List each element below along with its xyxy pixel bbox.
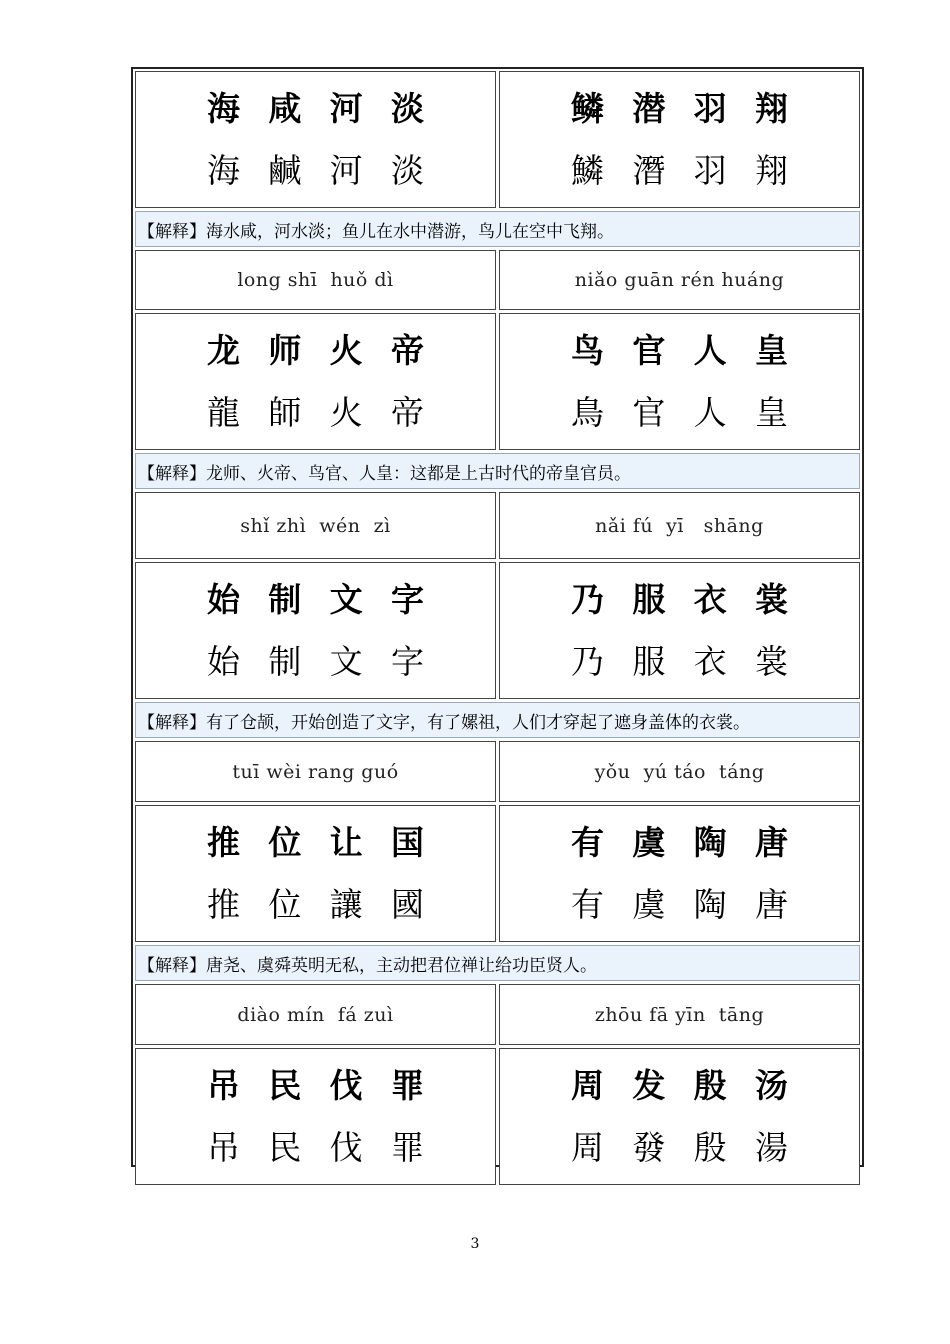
char-cell-right xyxy=(499,313,860,450)
traditional-line xyxy=(566,149,794,193)
char: 唐 xyxy=(754,884,788,924)
char: 陶 xyxy=(693,884,727,924)
char: 制 xyxy=(268,579,302,619)
char: 裳 xyxy=(754,641,788,681)
char-cell-left xyxy=(135,313,496,450)
traditional-line xyxy=(566,883,794,927)
char: 海 xyxy=(207,150,240,190)
char: 服 xyxy=(632,579,666,619)
char: 衣 xyxy=(693,641,727,681)
explanation-row: 【解释】龙师、火帝、鸟官、人皇：这都是上古时代的帝皇官员。 xyxy=(135,453,860,489)
traditional-line xyxy=(566,391,794,435)
pinyin-cell-right: yǒu yú táo táng xyxy=(499,741,860,802)
simplified-line xyxy=(202,821,430,865)
char: 國 xyxy=(390,884,424,924)
pinyin-cell-left: tuī wèi rang guó xyxy=(135,741,496,802)
char: 羽 xyxy=(693,88,727,128)
character-table xyxy=(131,67,864,1167)
char-cell-left xyxy=(135,562,496,699)
pinyin-cell-right: nǎi fú yī shāng xyxy=(499,492,860,559)
char: 潜 xyxy=(632,88,666,128)
char: 衣 xyxy=(693,579,727,619)
char: 鳥 xyxy=(571,392,604,432)
char: 字 xyxy=(390,579,424,619)
char: 始 xyxy=(207,579,240,619)
traditional-line xyxy=(566,1126,794,1170)
traditional-line xyxy=(202,640,430,684)
char: 翔 xyxy=(754,88,788,128)
char: 讓 xyxy=(329,884,363,924)
char: 有 xyxy=(571,822,604,862)
char: 位 xyxy=(268,822,302,862)
char: 咸 xyxy=(268,88,302,128)
char: 皇 xyxy=(754,392,788,432)
char: 師 xyxy=(268,392,302,432)
char: 河 xyxy=(329,150,363,190)
char: 伐 xyxy=(329,1127,363,1167)
char: 推 xyxy=(207,822,240,862)
simplified-line xyxy=(202,87,430,131)
char-cell-right xyxy=(499,805,860,942)
char: 始 xyxy=(207,641,240,681)
char: 湯 xyxy=(754,1127,788,1167)
simplified-line xyxy=(566,578,794,622)
simplified-line xyxy=(566,1064,794,1108)
char: 羽 xyxy=(693,150,727,190)
simplified-line xyxy=(202,329,430,373)
char: 帝 xyxy=(390,392,424,432)
traditional-line xyxy=(566,640,794,684)
char: 制 xyxy=(268,641,302,681)
char: 殷 xyxy=(693,1065,727,1105)
traditional-line xyxy=(202,149,430,193)
char: 鸟 xyxy=(571,330,604,370)
char: 龍 xyxy=(207,392,240,432)
char: 周 xyxy=(571,1065,604,1105)
pinyin-cell-right: niǎo guān rén huáng xyxy=(499,250,860,310)
char: 发 xyxy=(632,1065,666,1105)
char: 汤 xyxy=(754,1065,788,1105)
pinyin-cell-left: diào mín fá zuì xyxy=(135,984,496,1045)
char: 有 xyxy=(571,884,604,924)
char: 唐 xyxy=(754,822,788,862)
char: 师 xyxy=(268,330,302,370)
char: 淡 xyxy=(390,150,424,190)
pinyin-cell-right: zhōu fā yīn tāng xyxy=(499,984,860,1045)
char: 人 xyxy=(693,330,727,370)
char-cell-right xyxy=(499,1048,860,1185)
char: 罪 xyxy=(390,1065,424,1105)
char: 国 xyxy=(390,822,424,862)
char: 火 xyxy=(329,330,363,370)
char: 鹹 xyxy=(268,150,302,190)
char: 让 xyxy=(329,822,363,862)
char: 虞 xyxy=(632,822,666,862)
traditional-line xyxy=(202,391,430,435)
char: 罪 xyxy=(390,1127,424,1167)
char: 火 xyxy=(329,392,363,432)
char: 殷 xyxy=(693,1127,727,1167)
char: 字 xyxy=(390,641,424,681)
simplified-line xyxy=(202,1064,430,1108)
char: 龙 xyxy=(207,330,240,370)
char-cell-right xyxy=(499,71,860,208)
char: 吊 xyxy=(207,1127,240,1167)
char: 推 xyxy=(207,884,240,924)
char: 裳 xyxy=(754,579,788,619)
simplified-line xyxy=(566,821,794,865)
char: 虞 xyxy=(632,884,666,924)
char: 吊 xyxy=(207,1065,240,1105)
page-number: 3 xyxy=(470,1236,480,1252)
char: 服 xyxy=(632,641,666,681)
char: 河 xyxy=(329,88,363,128)
traditional-line xyxy=(202,883,430,927)
traditional-line xyxy=(202,1126,430,1170)
char: 伐 xyxy=(329,1065,363,1105)
char: 鳞 xyxy=(571,88,604,128)
char: 乃 xyxy=(571,641,604,681)
char: 官 xyxy=(632,392,666,432)
char: 帝 xyxy=(390,330,424,370)
char: 民 xyxy=(268,1065,302,1105)
char: 文 xyxy=(329,579,363,619)
char-cell-left xyxy=(135,1048,496,1185)
char: 人 xyxy=(693,392,727,432)
explanation-row: 【解释】海水咸，河水淡；鱼儿在水中潜游，鸟儿在空中飞翔。 xyxy=(135,211,860,247)
char: 民 xyxy=(268,1127,302,1167)
char: 位 xyxy=(268,884,302,924)
explanation-row: 【解释】有了仓颉，开始创造了文字，有了嫘祖，人们才穿起了遮身盖体的衣裳。 xyxy=(135,702,860,738)
char: 潛 xyxy=(632,150,666,190)
char: 陶 xyxy=(693,822,727,862)
char: 官 xyxy=(632,330,666,370)
explanation-row: 【解释】唐尧、虞舜英明无私，主动把君位禅让给功臣贤人。 xyxy=(135,945,860,981)
char: 周 xyxy=(571,1127,604,1167)
simplified-line xyxy=(566,87,794,131)
char: 淡 xyxy=(390,88,424,128)
char: 皇 xyxy=(754,330,788,370)
char: 翔 xyxy=(754,150,788,190)
char: 文 xyxy=(329,641,363,681)
char: 發 xyxy=(632,1127,666,1167)
simplified-line xyxy=(566,329,794,373)
pinyin-cell-left: shǐ zhì wén zì xyxy=(135,492,496,559)
char-cell-left xyxy=(135,805,496,942)
char: 海 xyxy=(207,88,240,128)
pinyin-cell-left: long shī huǒ dì xyxy=(135,250,496,310)
char: 乃 xyxy=(571,579,604,619)
char-cell-left xyxy=(135,71,496,208)
simplified-line xyxy=(202,578,430,622)
char: 鱗 xyxy=(571,150,604,190)
char-cell-right xyxy=(499,562,860,699)
